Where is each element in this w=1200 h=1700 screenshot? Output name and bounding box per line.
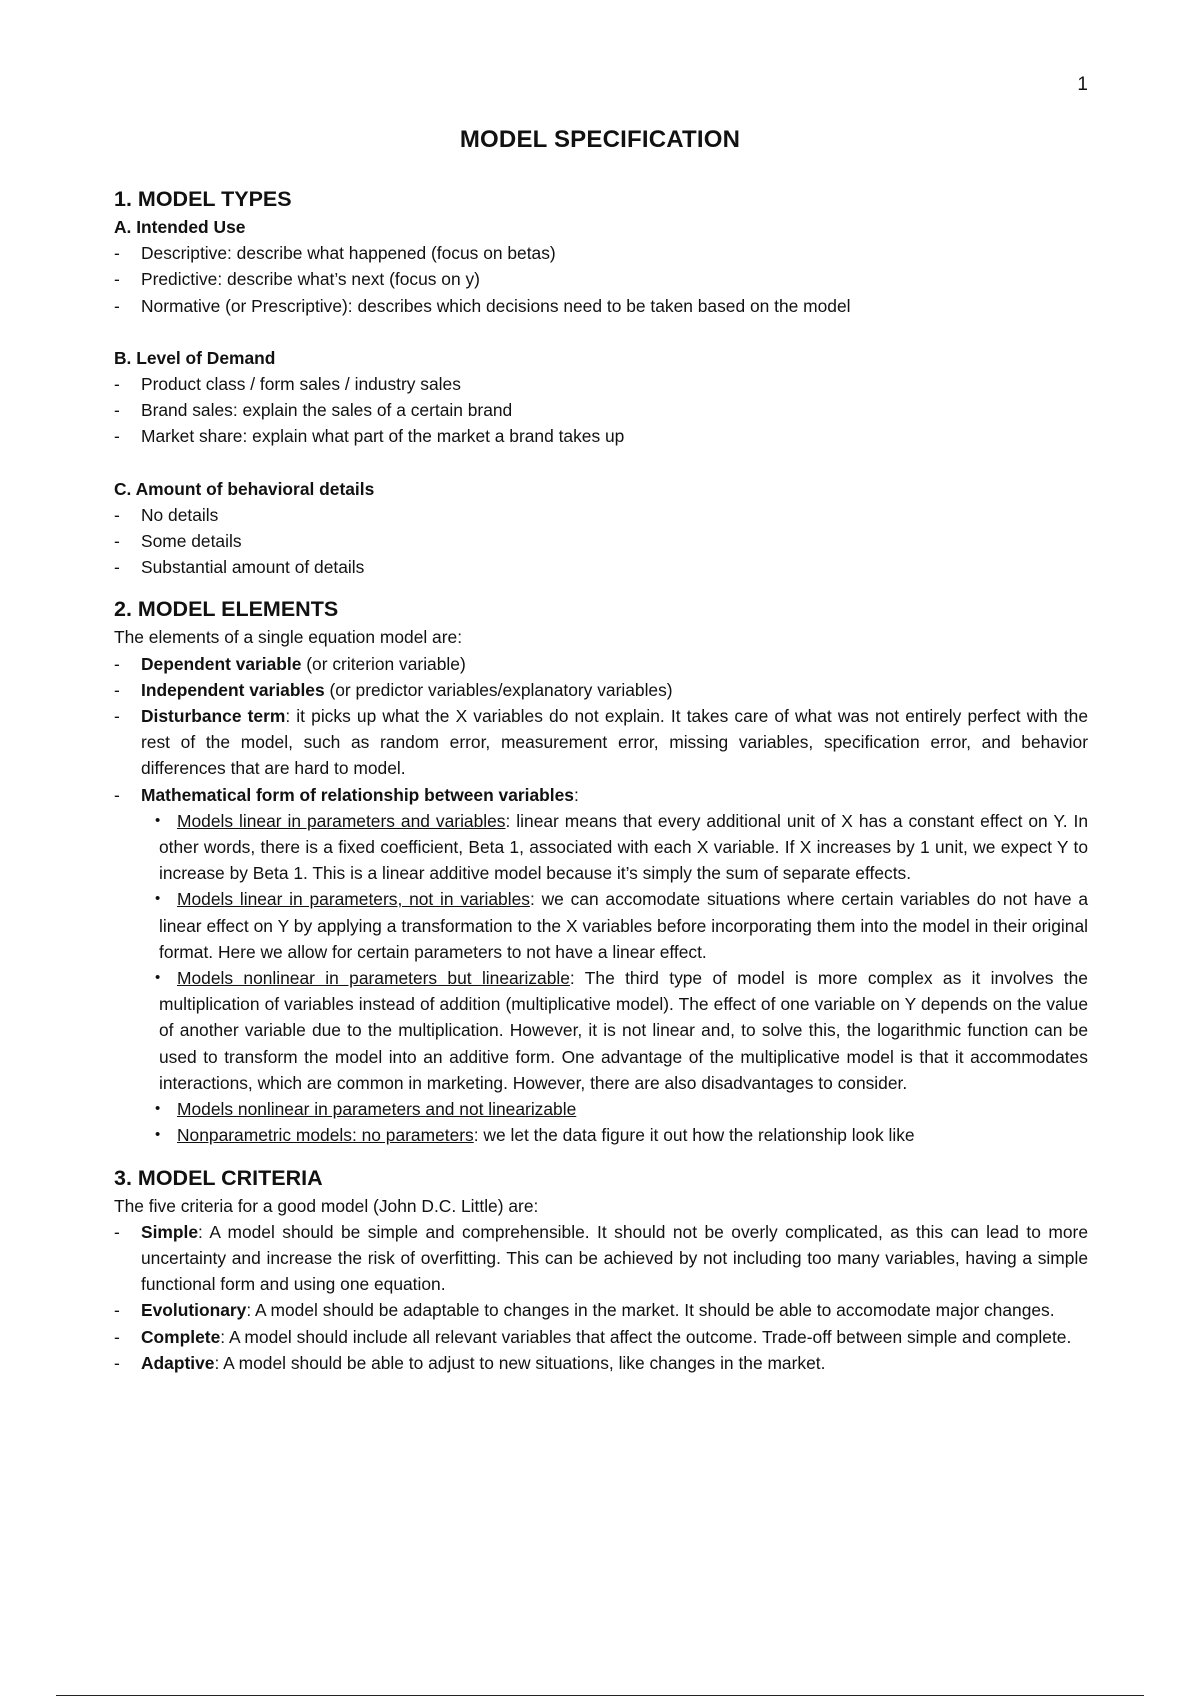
form-label: Models nonlinear in parameters and not linearizable <box>177 1099 577 1120</box>
list-item: - Brand sales: explain the sales of a certain brand <box>114 397 1088 423</box>
list-item <box>114 1297 1088 1323</box>
mathematical-forms-list <box>114 808 1088 1149</box>
term-description: (or criterion variable) <box>301 653 466 674</box>
form-description: : linear means that every additional unit of X has a constant effect on Y. In other words, there is a fixed coefficient, Beta 1, associated with each X variable. If X increases by 1 unit, we expect Y to increase by Beta 1. This is a linear additive model because it’s simply the sum of separate effects. <box>159 810 1089 884</box>
list-item: - Normative (or Prescriptive): describes which decisions need to be taken based on the model <box>114 293 1088 319</box>
list-item <box>114 1324 1088 1350</box>
list-item <box>114 782 1088 808</box>
list-item: - Descriptive: describe what happened (focus on betas) <box>114 240 1088 266</box>
section-heading-model-types: 1. MODEL TYPES <box>114 187 292 211</box>
form-label: Nonparametric models: no parameters <box>177 1125 474 1146</box>
bullet-item <box>142 808 1088 887</box>
form-label: Models linear in parameters, not in variables <box>177 889 530 910</box>
bullet-item <box>142 1096 1088 1122</box>
list-item: - Predictive: describe what’s next (focus on y) <box>114 266 1088 292</box>
section-intro: The five criteria for a good model (John D.C. Little) are: <box>114 1195 539 1216</box>
term-description: : <box>573 784 579 805</box>
term: Mathematical form of relationship between variables <box>141 784 574 805</box>
term: Simple <box>141 1221 199 1242</box>
bullet-item <box>142 965 1088 1096</box>
subheading-level-of-demand: B. Level of Demand <box>114 347 276 368</box>
term-description: : it picks up what the X variables do not explain. It takes care of what was not entirely perfect with the rest of the model, such as random error, measurement error, missing variables, specification error, and behavior differences that are hard to model. <box>141 706 1088 779</box>
form-description: : we can accomodate situations where certain variables do not have a linear effect on Y by applying a transformation to the X variables before incorporating them into the model in their original format. Here we allow for certain parameters to not have a linear effect. <box>159 889 1088 962</box>
page-number: 1 <box>1077 74 1088 95</box>
term: Evolutionary <box>141 1300 247 1321</box>
list-item <box>114 1350 1088 1376</box>
section-heading-model-criteria: 3. MODEL CRITERIA <box>114 1165 323 1190</box>
list-item <box>114 677 1088 703</box>
term: Adaptive <box>141 1352 215 1373</box>
term: Dependent variable <box>141 653 302 674</box>
list-item: - Market share: explain what part of the market a brand takes up <box>114 423 1088 449</box>
list-item <box>114 1219 1088 1298</box>
term-description: : A model should be adaptable to changes in the market. It should be able to accomodate major changes. <box>246 1300 1055 1321</box>
model-elements-list <box>114 651 1088 808</box>
form-label: Models nonlinear in parameters but linearizable <box>177 968 570 989</box>
list-item <box>114 703 1088 782</box>
bullet-item <box>142 1122 1088 1148</box>
form-description: : The third type of model is more complex as it involves the multiplication of variables instead of addition (multiplicative model). The effect of one variable on Y depends on the value of another variable due to the multiplication. However, it is not linear and, to solve this, the logarithmic function can be used to transform the model into an additive form. One advantage of the multiplicative model is that it accommodates interactions, which are common in marketing. However, there are also disadvantages to consider. <box>159 968 1088 1093</box>
bullet-item <box>142 886 1088 965</box>
form-label: Models linear in parameters and variables <box>177 810 506 831</box>
document-body <box>114 184 1088 1376</box>
subheading-behavioral-details: C. Amount of behavioral details <box>114 478 375 499</box>
term-description: : A model should be able to adjust to new situations, like changes in the market. <box>214 1352 826 1373</box>
model-criteria-list <box>114 1219 1088 1376</box>
term: Independent variables <box>141 679 325 700</box>
list-item: - No details <box>114 502 1088 528</box>
list-item: - Some details <box>114 528 1088 554</box>
behavioral-details-list <box>114 502 1088 581</box>
list-item <box>114 651 1088 677</box>
list-item: - Product class / form sales / industry sales <box>114 371 1088 397</box>
subheading-intended-use: A. Intended Use <box>114 217 246 237</box>
level-of-demand-list <box>114 371 1088 450</box>
term: Complete <box>141 1326 221 1347</box>
form-description: : we let the data figure it out how the relationship look like <box>473 1125 915 1146</box>
term: Disturbance term <box>141 706 286 727</box>
term-description: (or predictor variables/explanatory variables) <box>324 679 673 700</box>
section-intro: The elements of a single equation model are: <box>114 627 463 648</box>
term-description: : A model should be simple and comprehensible. It should not be overly complicated, as this can lead to more uncertainty and increase the risk of overfitting. This can be achieved by not including too many variables, having a simple functional form and using one equation. <box>141 1221 1088 1295</box>
document-title: MODEL SPECIFICATION <box>459 126 741 154</box>
intended-use-list <box>114 240 1088 319</box>
term-description: : A model should include all relevant variables that affect the outcome. Trade-off between simple and complete. <box>220 1326 1072 1347</box>
list-item: - Substantial amount of details <box>114 554 1088 580</box>
footer-divider <box>56 1695 1144 1696</box>
section-heading-model-elements: 2. MODEL ELEMENTS <box>114 597 339 622</box>
